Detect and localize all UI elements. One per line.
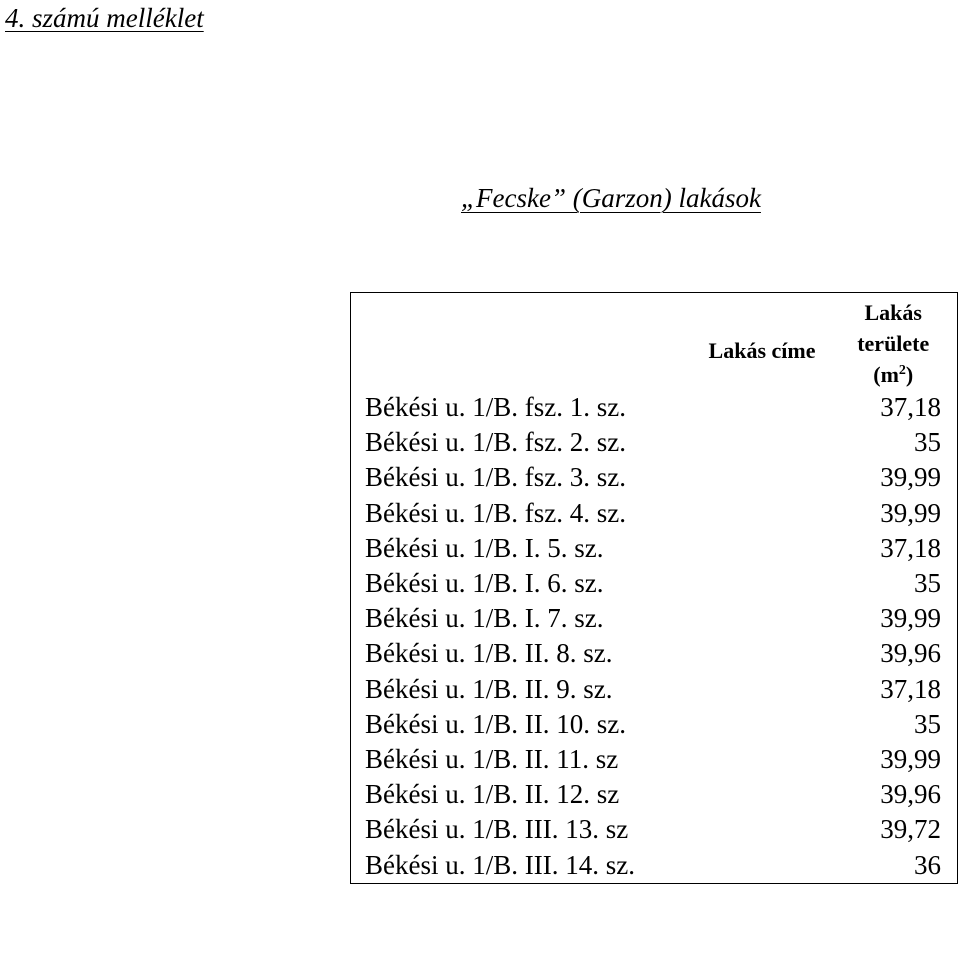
annex-title: 4. számú melléklet [5, 3, 204, 33]
header-area-unit-prefix: (m [873, 362, 899, 387]
table-row [351, 777, 958, 812]
table-row [351, 848, 958, 884]
cell-area: 37,18 [880, 532, 941, 563]
header-area [844, 293, 958, 391]
table-row [351, 460, 958, 495]
table-row [351, 812, 958, 847]
cell-address: Békési u. 1/B. III. 13. sz [365, 814, 629, 845]
cell-address: Békési u. 1/B. fsz. 4. sz. [365, 497, 626, 528]
apartments-table [350, 292, 958, 884]
cell-address: Békési u. 1/B. II. 8. sz. [365, 638, 613, 669]
header-area-unit-suffix: ) [905, 362, 914, 387]
table-row [351, 496, 958, 531]
table-row [351, 672, 958, 707]
cell-area: 35 [914, 568, 941, 599]
table-row [351, 390, 958, 425]
cell-area: 37,18 [880, 673, 941, 704]
header-area-line3 [844, 359, 944, 390]
cell-area: 35 [914, 427, 941, 458]
cell-address: Békési u. 1/B. II. 10. sz. [365, 708, 626, 739]
header-area-line1: Lakás [864, 300, 922, 325]
cell-area: 37,18 [880, 392, 941, 422]
table-row [351, 742, 958, 777]
table-header-row [351, 293, 958, 391]
header-area-unit-sup: 2 [898, 363, 906, 378]
cell-area: 39,99 [880, 744, 941, 775]
cell-area: 36 [914, 849, 941, 880]
cell-address: Békési u. 1/B. II. 11. sz [365, 744, 619, 775]
cell-area: 39,99 [880, 462, 941, 493]
document-heading: „Fecske” (Garzon) lakások [461, 183, 761, 213]
cell-address: Békési u. 1/B. II. 12. sz [365, 779, 620, 810]
cell-area: 39,96 [880, 779, 941, 810]
table-row [351, 566, 958, 601]
cell-address: Békési u. 1/B. fsz. 1. sz. [365, 392, 626, 422]
table-row [351, 601, 958, 636]
cell-area: 39,99 [880, 497, 941, 528]
table-row [351, 531, 958, 566]
cell-address: Békési u. 1/B. III. 14. sz. [365, 849, 635, 880]
header-address: Lakás címe [708, 338, 816, 363]
cell-area: 39,96 [880, 638, 941, 669]
cell-address: Békési u. 1/B. II. 9. sz. [365, 673, 613, 704]
cell-address: Békési u. 1/B. fsz. 3. sz. [365, 462, 626, 493]
header-area-line2: területe [857, 331, 930, 356]
cell-address: Békési u. 1/B. fsz. 2. sz. [365, 427, 626, 458]
cell-address: Békési u. 1/B. I. 6. sz. [365, 568, 604, 599]
cell-area: 39,72 [880, 814, 941, 845]
table-row [351, 636, 958, 671]
cell-area: 35 [914, 708, 941, 739]
cell-address: Békési u. 1/B. I. 5. sz. [365, 532, 604, 563]
table-row [351, 425, 958, 460]
cell-area: 39,99 [880, 603, 941, 634]
cell-address: Békési u. 1/B. I. 7. sz. [365, 603, 604, 634]
table-row [351, 707, 958, 742]
